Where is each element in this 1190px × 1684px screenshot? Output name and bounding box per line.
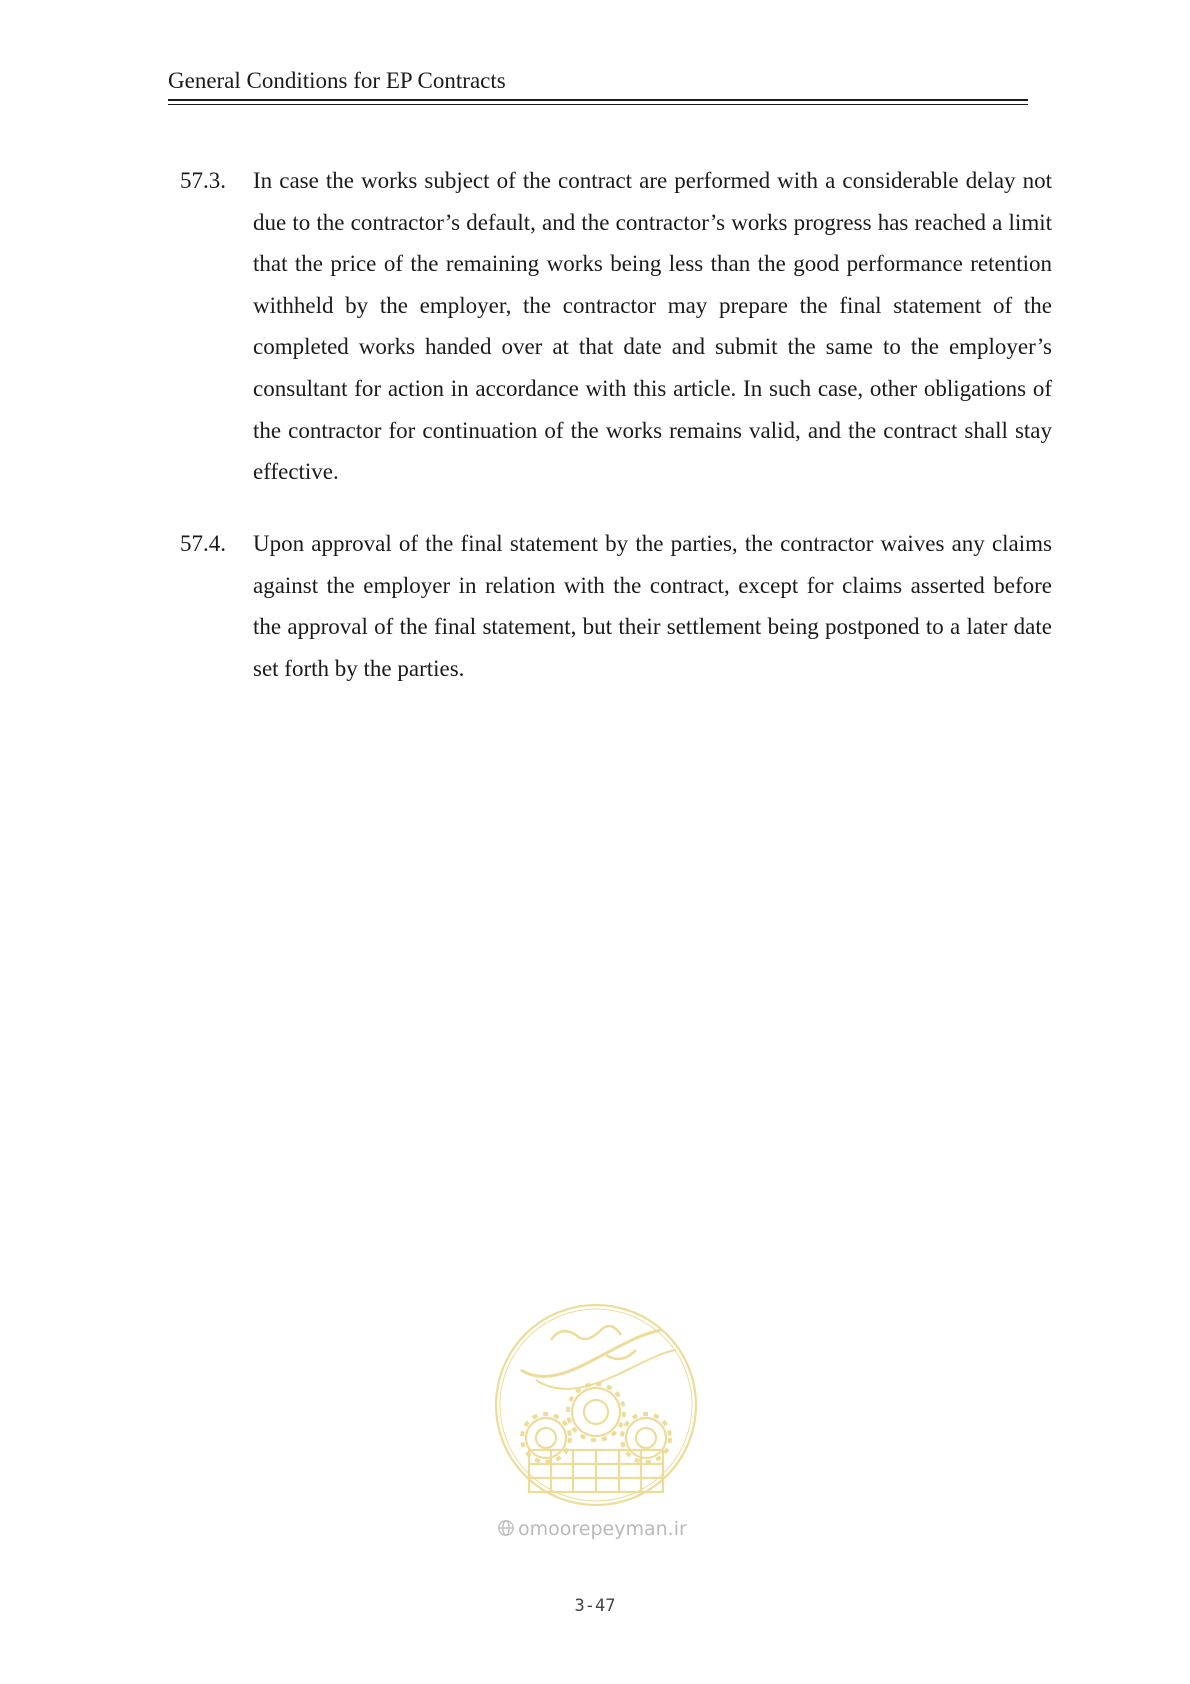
- watermark-url: [497, 1518, 697, 1540]
- header-rule: [168, 99, 1028, 105]
- watermark-url-text: omoorepeyman.ir: [518, 1518, 687, 1540]
- clause-number: 57.3.: [180, 168, 226, 193]
- clause-57-4: [168, 523, 1052, 689]
- clause-text: Upon approval of the final statement by the parties, the contractor waives any claims against the employer in relation with the contract, except for claims asserted before the approval of the final statement, but their settlement being postponed to a later date set forth by the parties.: [253, 531, 1052, 681]
- globe-icon: [497, 1519, 515, 1537]
- page-number: 3-47: [574, 1596, 616, 1616]
- clause-text: In case the works subject of the contract are performed with a considerable delay not due to the contractor’s default, and the contractor’s works progress has reached a limit that the price of the remaining works being less than the good performance retention withheld by the employer, the contractor may prepare the final statement of the completed works handed over at that date and submit the same to the employer’s consultant for action in accordance with this article. In such case, other obligations of the contractor for continuation of the works remains valid, and the contract shall stay effective.: [253, 168, 1052, 485]
- watermark-seal-logo: [491, 1300, 701, 1510]
- clause-57-3: [168, 160, 1052, 493]
- running-header: General Conditions for EP Contracts: [168, 68, 506, 93]
- clause-number: 57.4.: [180, 531, 226, 556]
